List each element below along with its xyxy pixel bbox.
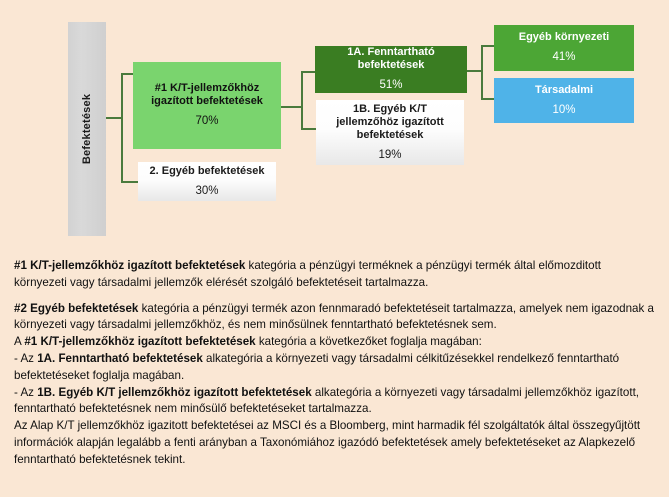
connector-1a-to-social bbox=[481, 98, 495, 100]
node-social-percent: 10% bbox=[552, 103, 576, 116]
connector-1a-vertical bbox=[481, 45, 483, 99]
note-5-bold: 1B. Egyéb K/T jellemzőkhöz igazított befektetések bbox=[37, 385, 312, 399]
note-2-bold: #2 Egyéb befektetések bbox=[14, 301, 139, 315]
note-1-text: kategória a pénzügyi terméknek a pénzügyi termék által előmozditott környezeti vagy társadalmi jellemzők elérését szolgáló befektetéseit tartalmazza. bbox=[14, 259, 602, 289]
connector-k1-to-1a bbox=[301, 71, 316, 73]
connector-k1-vertical bbox=[301, 71, 303, 129]
node-other2-percent: 30% bbox=[195, 184, 219, 197]
connector-axis-stem bbox=[106, 117, 122, 119]
node-1a-title: 1A. Fenntartható befektetések bbox=[347, 46, 435, 72]
node-k1-title: #1 K/T-jellemzőkhöz igazított befektetések bbox=[151, 82, 263, 108]
node-k1-percent: 70% bbox=[195, 115, 219, 128]
node-social bbox=[494, 78, 634, 123]
note-3-bold: #1 K/T-jellemzőkhöz igazított befektetések bbox=[24, 335, 256, 349]
connector-k1-to-1b bbox=[301, 128, 317, 130]
explanatory-notes bbox=[0, 250, 669, 469]
note-paragraph-3 bbox=[14, 334, 655, 351]
note-2-text: kategória a pénzügyi termék azon fennmaradó befektetéseit tartalmazza, amelyek nem igazodnak a környezeti vagy társadalmi jellemzőkhöz, és nem minősülnek fenntartható befektetésnek sem. bbox=[14, 301, 654, 332]
axis-bar-befektetesek bbox=[68, 22, 106, 236]
connector-axis-to-other2 bbox=[121, 181, 139, 183]
connector-axis-vertical bbox=[121, 73, 123, 183]
note-3-prefix: A bbox=[14, 335, 25, 349]
note-3-text: kategória a következőket foglalja magában: bbox=[255, 335, 482, 349]
note-paragraph-6: Az Alap K/T jellemzőkhöz igazitott befektetései az MSCI és a Bloomberg, mint harmadik fél szolgáltatók által összegyűjtött információk alapján legalább a fenti arányban a Taxonómiához igazódó befektetések amely befektetéseket az Alapkezelő fenntartható befektetésnek tekint. bbox=[14, 419, 641, 466]
node-k1-aligned-investments bbox=[133, 62, 281, 149]
note-4-prefix: - Az bbox=[14, 351, 38, 365]
connector-1a-to-environmental bbox=[481, 45, 495, 47]
node-1a-sustainable-investments bbox=[315, 46, 467, 93]
node-1b-title: 1B. Egyéb K/T jellemzőhöz igazított befektetések bbox=[336, 102, 444, 141]
node-environmental bbox=[494, 25, 634, 71]
connector-k1-stem bbox=[281, 106, 302, 108]
node-other-investments bbox=[138, 162, 276, 201]
axis-bar-label: Befektetések bbox=[81, 93, 93, 165]
note-paragraph-5 bbox=[14, 385, 655, 419]
node-1b-percent: 19% bbox=[378, 148, 402, 161]
node-social-title: Társadalmi bbox=[534, 83, 594, 96]
note-paragraph-1 bbox=[14, 258, 655, 292]
node-environmental-title: Egyéb környezeti bbox=[518, 31, 610, 44]
note-4-bold: 1A. Fenntartható befektetések bbox=[37, 351, 203, 365]
note-paragraph-4 bbox=[14, 351, 655, 385]
note-paragraph-2 bbox=[14, 301, 655, 335]
node-1b-other-aligned-investments bbox=[316, 100, 464, 165]
node-environmental-percent: 41% bbox=[552, 51, 576, 64]
note-1-bold: #1 K/T-jellemzőkhöz igazított befektetések bbox=[14, 259, 246, 272]
note-4-text: alkategória a környezeti vagy társadalmi célkitűzésekkel rendelkező fenntartható befektetéseket foglalja magában. bbox=[14, 351, 620, 382]
node-1a-percent: 51% bbox=[379, 79, 403, 92]
node-other2-title: 2. Egyéb befektetések bbox=[149, 164, 265, 177]
note-5-text: alkategória a környezeti vagy társadalmi jellemzőkhöz igazított, fenntartható befektetésnek nem minősülő befektetéseket tartalmazza. bbox=[14, 385, 640, 416]
note-5-prefix: - Az bbox=[14, 385, 38, 399]
